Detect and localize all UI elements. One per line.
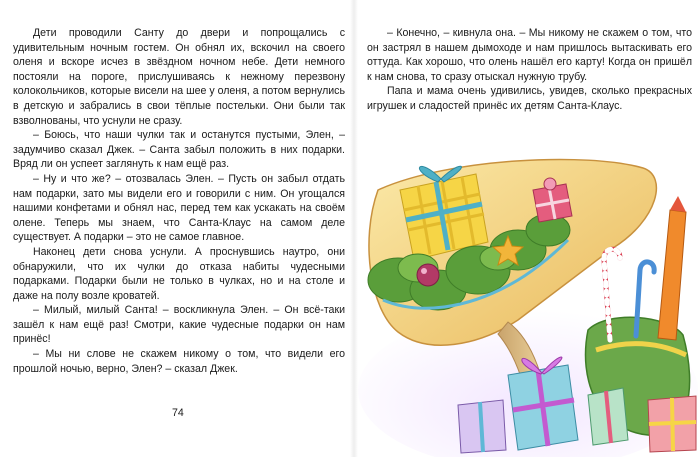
chocolate-bar bbox=[658, 210, 686, 340]
christmas-gifts-illustration bbox=[358, 150, 700, 457]
ornament-ball bbox=[417, 264, 439, 286]
book-gutter bbox=[350, 0, 358, 457]
ornament-highlight bbox=[421, 268, 427, 274]
floor-gift-box bbox=[458, 400, 506, 453]
paragraph: – Боюсь, что наши чулки так и останутся пустыми, Элен, – задумчиво сказал Джек. – Санта забыл положить в них подарки. Вряд ли он успеет заглянуть к нам ещё раз. bbox=[13, 129, 345, 171]
chocolate-bar-wrap bbox=[670, 196, 686, 212]
page-number: 74 bbox=[172, 407, 184, 419]
left-page-text bbox=[13, 26, 345, 376]
right-page-text bbox=[367, 26, 692, 114]
floor-gift-box bbox=[648, 396, 696, 452]
paragraph: – Ну и что же? – отозвалась Элен. – Пусть он забыл отдать нам подарки, зато мы видели его и говорили с ним. Он угощался нашими конфетами и обнял нас, перед тем как ускакать на своём олене. Теперь мы знаем, что Санта-Клаус на самом деле существует. А подарки – это не самое главное. bbox=[13, 172, 345, 244]
paragraph: – Конечно, – кивнула она. – Мы никому не скажем о том, что он застрял в нашем дымоходе и нам пришлось вытаскивать его оттуда. Как хорошо, что олень нашёл его карту! Когда он пришёл к нам снова, то сразу отыскал нужную трубу. bbox=[367, 27, 692, 83]
paragraph: – Милый, милый Санта! – воскликнула Элен. – Он всё-таки зашёл к нам ещё раз! Смотри, какие чудесные подарки он нам принёс! bbox=[13, 304, 345, 346]
paragraph: Наконец дети снова уснули. А проснувшись наутро, они обнаружили, что их чулки до отказа набиты чудесными подарками. Подарки были не только в чулках, но и на столе и даже на полу возле кроватей. bbox=[13, 245, 345, 302]
paragraph: – Мы ни слове не скажем никому о том, что видели его прошлой ночью, верно, Элен? – сказал Джек. bbox=[13, 348, 345, 375]
floor-gift-box bbox=[588, 388, 628, 445]
paragraph: Дети проводили Санту до двери и попрощались с удивительным ночным гостем. Он обнял их, вскочил на своего оленя и вскоре исчез в звёздном ночном небе. Дети немного постояли на пороге, прислушиваясь к нежному перезвону колокольчиков, которые висели на шее у оленя, а потом вернулись в детскую и забрались в свои тёплые постельки. Они были так взволнованы, что уснули не сразу. bbox=[13, 27, 345, 127]
paragraph: Папа и мама очень удивились, увидев, сколько прекрасных игрушек и сладостей принёс их детям Санта-Клаус. bbox=[367, 85, 692, 112]
